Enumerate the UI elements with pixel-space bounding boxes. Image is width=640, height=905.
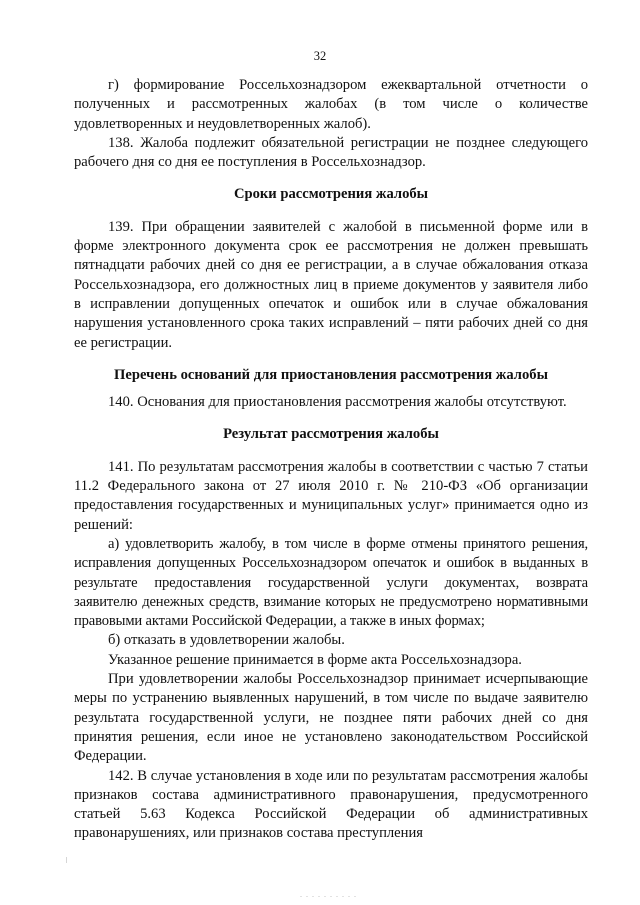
paragraph-140: 140. Основания для приостановления рассмотрения жалобы отсутствуют. (108, 394, 567, 411)
paragraph-satisfaction-measures: При удовлетворении жалобы Россельхознадзор принимает исчерпывающие меры по устранению выявленных нарушений, в том числе по выдаче заявителю результата государственной услуги, не позднее пяти рабочих дней со дня принятия решения, если иное не установлено законодательством Российской Федерации. (74, 671, 588, 765)
section-heading-terms: Сроки рассмотрения жалобы (233, 186, 429, 203)
scan-artifact (66, 857, 67, 863)
paragraph-139: 139. При обращении заявителей с жалобой в письменной форме или в форме электронного документа срок ее рассмотрения не должен превышать пятнадцати рабочих дней со дня ее регистрации, а в случае обжалования отказа Россельхознадзора, его должностных лиц в приеме документов у заявителя либо в исправлении допущенных опечаток и ошибок или в случае обжалования нарушения установленного срока таких исправлений – пяти рабочих дней со дня ее регистрации. (74, 218, 588, 351)
paragraph-item-a: а) удовлетворить жалобу, в том числе в форме отмены принятого решения, исправления допущенных Россельхознадзором опечаток и ошибок в выданных в результате предоставления государственной услуги документах, возврата заявителю денежных средств, взимание которых не предусмотрено нормативными правовыми актами Российской Федерации, а также в иных формах; (74, 535, 588, 630)
paragraph-138: 138. Жалоба подлежит обязательной регистрации не позднее следующего рабочего дня со дня ее поступления в Россельхознадзор. (74, 134, 588, 171)
scan-artifact-bottom (300, 896, 360, 897)
document-body (74, 76, 588, 844)
section-heading-grounds: Перечень оснований для приостановления рассмотрения жалобы (114, 366, 548, 383)
paragraph-item-g: г) формирование Россельхознадзором ежеквартальной отчетности о полученных и рассмотренных жалобах (в том числе о количестве удовлетворенных и неудовлетворенных жалоб). (74, 77, 588, 132)
paragraph-decision-form: Указанное решение принимается в форме акта Россельхознадзора. (108, 651, 522, 668)
page-number: 32 (313, 49, 327, 63)
paragraph-141: 141. По результатам рассмотрения жалобы в соответствии с частью 7 статьи 11.2 Федерального закона от 27 июля 2010 г. № 210-ФЗ «Об организации предоставления государственных и муниципальных услуг» принимается одно из решений: (74, 458, 588, 533)
paragraph-142: 142. В случае установления в ходе или по результатам рассмотрения жалобы признаков состава административного правонарушения, предусмотренного статьей 5.63 Кодекса Российской Федерации об административных правонарушениях, или признаков состава преступления (74, 767, 588, 842)
section-heading-result: Результат рассмотрения жалобы (223, 426, 439, 443)
paragraph-item-b: б) отказать в удовлетворении жалобы. (108, 632, 345, 649)
